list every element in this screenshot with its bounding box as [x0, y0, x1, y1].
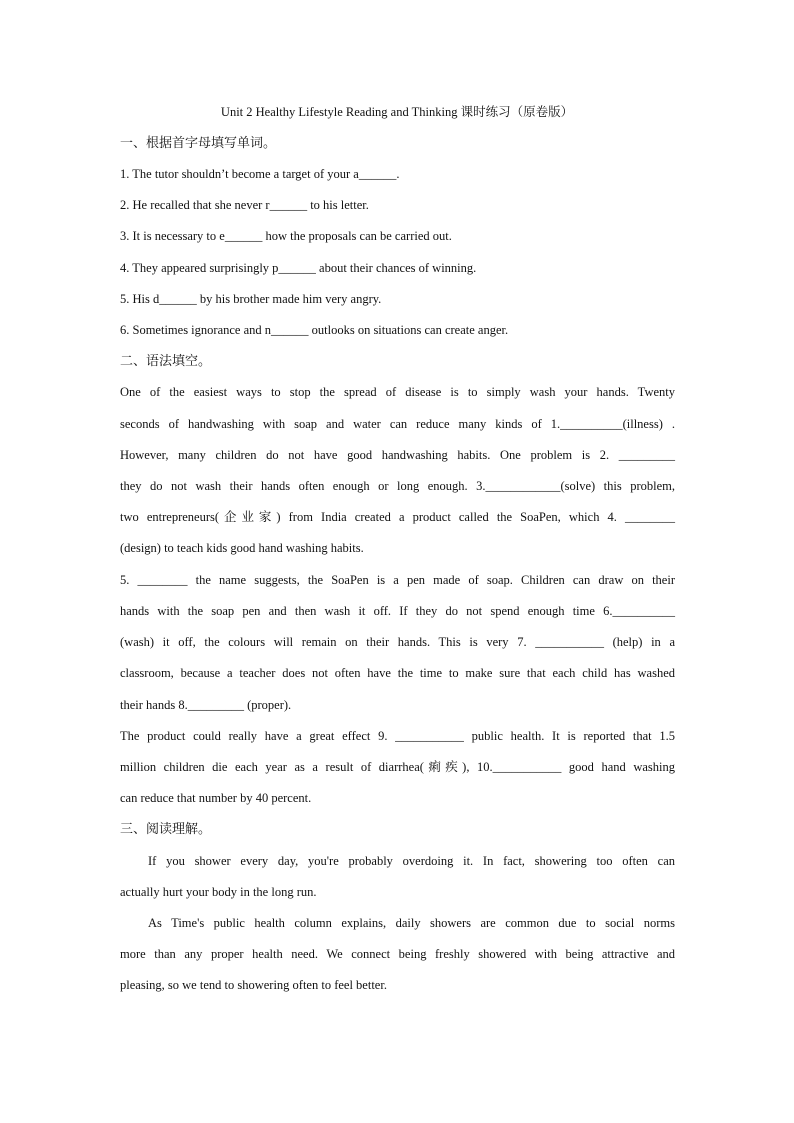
- vocab-item-6: 6. Sometimes ignorance and n______ outlooks on situations can create anger.: [120, 323, 509, 337]
- vocab-item-5: 5. His d______ by his brother made him very angry.: [120, 292, 382, 306]
- vocab-item-3: 3. It is necessary to e______ how the proposals can be carried out.: [120, 229, 452, 243]
- vocab-item-1: 1. The tutor shouldn’t become a target of your a______.: [120, 167, 400, 181]
- cloze-line: 5. ________ the name suggests, the SoaPen is a pen made of soap. Children can draw on their: [120, 573, 675, 587]
- cloze-line: million children die each year as a result of diarrhea(痢疾), 10.___________ good hand washing: [120, 760, 675, 774]
- reading-line: pleasing, so we tend to showering often to feel better.: [120, 978, 387, 992]
- section1-heading: 一、根据首字母填写单词。: [120, 135, 277, 150]
- cloze-line: seconds of handwashing with soap and water can reduce many kinds of 1.__________(illness) .: [120, 417, 675, 431]
- cloze-line: classroom, because a teacher does not often have the time to make sure that each child has washed: [120, 666, 675, 680]
- reading-line: actually hurt your body in the long run.: [120, 885, 317, 899]
- section2-heading: 二、语法填空。: [120, 353, 212, 368]
- cloze-line: (wash) it off, the colours will remain on their hands. This is very 7. ___________ (help) in a: [120, 635, 675, 649]
- cloze-line: two entrepreneurs(企业家) from India created a product called the SoaPen, which 4. ________: [120, 510, 675, 524]
- vocab-item-4: 4. They appeared surprisingly p______ about their chances of winning.: [120, 261, 477, 275]
- cloze-line: The product could really have a great effect 9. ___________ public health. It is reported that 1.5: [120, 729, 675, 743]
- cloze-line: hands with the soap pen and then wash it off. If they do not spend enough time 6.__________: [120, 604, 675, 618]
- cloze-line: they do not wash their hands often enough or long enough. 3.____________(solve) this problem,: [120, 479, 675, 493]
- vocab-item-2: 2. He recalled that she never r______ to his letter.: [120, 198, 369, 212]
- cloze-line: can reduce that number by 40 percent.: [120, 791, 312, 805]
- reading-line: As Time's public health column explains, daily showers are common due to social norms: [148, 916, 675, 930]
- document-title: Unit 2 Healthy Lifestyle Reading and Thinking 课时练习（原卷版）: [220, 105, 574, 119]
- cloze-line: (design) to teach kids good hand washing habits.: [120, 541, 364, 555]
- section3-heading: 三、阅读理解。: [120, 821, 212, 836]
- reading-line: more than any proper health need. We connect being freshly showered with being attractive and: [120, 947, 675, 961]
- cloze-line: However, many children do not have good handwashing habits. One problem is 2. _________: [120, 448, 675, 462]
- cloze-line: One of the easiest ways to stop the spread of disease is to simply wash your hands. Twenty: [120, 385, 675, 399]
- reading-line: If you shower every day, you're probably overdoing it. In fact, showering too often can: [148, 854, 675, 868]
- cloze-line: their hands 8._________ (proper).: [120, 698, 292, 712]
